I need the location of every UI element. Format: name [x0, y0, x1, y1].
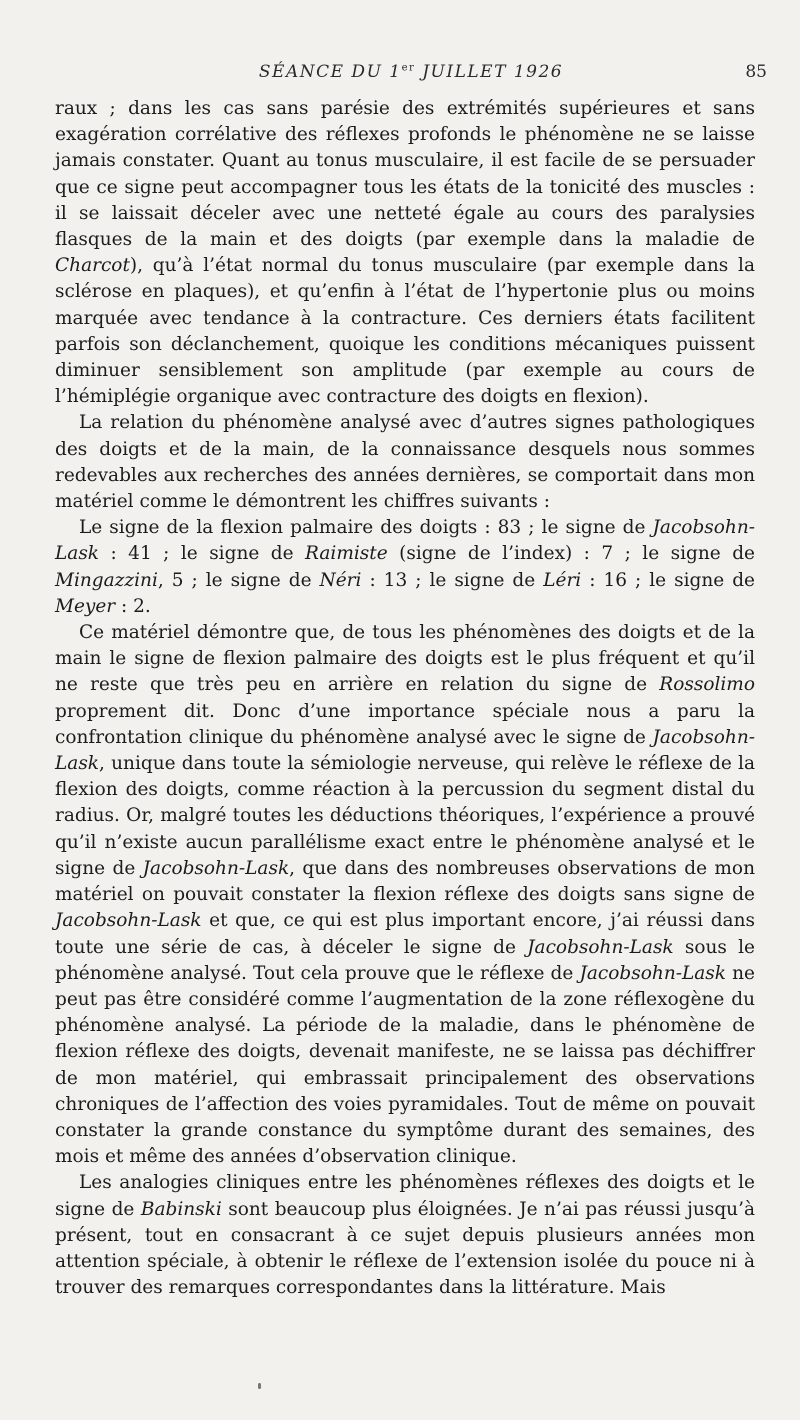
italic-name: Babinski — [140, 1198, 222, 1220]
running-title — [55, 62, 767, 82]
italic-name: Néri — [319, 569, 362, 591]
text-segment: : 16 ; le signe de — [581, 569, 756, 591]
running-title-prefix: SÉANCE DU 1 — [258, 62, 402, 82]
italic-name: Léri — [543, 569, 582, 591]
text-segment: sont beaucoup plus éloignées. Je n’ai pas réussi jusqu’à présent, tout en consacrant à ce sujet depuis plusieurs années mon attention spéciale, à obtenir le réflexe de l’extension isolée du pouce ni à trouver des remarques correspondantes dans la littérature. Mais — [55, 1198, 755, 1299]
italic-name: Jacobsohn-Lask — [55, 517, 755, 565]
text-segment: Les analogies cliniques entre les phénomènes réflexes des doigts et le signe de — [55, 1172, 755, 1220]
paragraph — [55, 1170, 755, 1301]
running-title-superscript: er — [401, 62, 416, 74]
italic-name: Raimiste — [305, 543, 388, 565]
page-header — [55, 62, 767, 86]
text-segment: La relation du phénomène analysé avec d’autres signes pathologiques des doigts et de la main, de la connaissance desquels nous sommes redevables aux recherches des années dernières, se comportait dans mon matériel comme le démontrent les chiffres suivants : — [55, 412, 755, 513]
text-segment: proprement dit. Donc d’une importance spéciale nous a paru la confrontation clinique du phénomène analysé avec le signe de — [55, 700, 755, 748]
paragraph — [55, 96, 755, 410]
text-segment: Ce matériel démontre que, de tous les phénomènes des doigts et de la main le signe de flexion palmaire des doigts est le plus fréquent et qu’il ne reste que très peu en arrière en relation du signe de — [55, 622, 755, 696]
italic-name: Rossolimo — [659, 674, 755, 696]
paragraph — [55, 410, 755, 515]
text-segment: ), qu’à l’état normal du tonus musculaire (par exemple dans la sclérose en plaques), et qu’enfin à l’état de l’hypertonie plus ou moins marquée avec tendance à la contracture. Ces derniers états facilitent parfois son déclanchement, quoique les conditions mécaniques puissent diminuer sensiblement son amplitude (par exemple au cours de l’hémiplégie organique avec contracture des doigts en flexion). — [55, 255, 755, 408]
italic-name: Jacobsohn-Lask — [55, 910, 202, 932]
italic-name: Mingazzini — [55, 569, 158, 591]
text-segment: et que, ce qui est plus important encore, j’ai réussi dans toute une série de cas, à déceler le signe de — [55, 910, 755, 958]
print-speck — [258, 1383, 261, 1389]
text-segment: raux ; dans les cas sans parésie des extrémités supérieures et sans exagération corrélative des réflexes profonds le phénomène ne se laisse jamais constater. Quant au tonus musculaire, il est facile de se persuader que ce signe peut accompagner tous les états de la tonicité des muscles : il se laissait déceler avec une netteté égale au cours des paralysies flasques de la main et des doigts (par exemple dans la maladie de — [55, 98, 755, 251]
text-segment: sous le phénomène analysé. Tout cela prouve que le réflexe de — [55, 936, 755, 984]
text-segment: Le signe de la flexion palmaire des doigts : 83 ; le signe de — [79, 517, 653, 539]
italic-name: Charcot — [55, 255, 130, 277]
paragraph — [55, 620, 755, 1170]
text-segment: , unique dans toute la sémiologie nerveuse, qui relève le réflexe de la flexion des doigts, comme réaction à la percussion du segment distal du radius. Or, malgré toutes les déductions théoriques, l’expérience a prouvé qu’il n’existe aucun parallélisme exact entre le phénomène analysé et le signe de — [55, 753, 755, 879]
italic-name: Meyer — [55, 595, 116, 617]
italic-name: Jacobsohn-Lask — [527, 936, 674, 958]
text-segment: ne peut pas être considéré comme l’augmentation de la zone réflexogène du phénomène analysé. La période de la maladie, dans le phénomène de flexion réflexe des doigts, devenait manifeste, ne se laissa pas déchiffrer de mon matériel, qui embrassait principalement des observations chroniques de l’affection des voies pyramidales. Tout de même on pouvait constater la grande constance du symptôme durant des semaines, des mois et même des années d’observation clinique. — [55, 962, 755, 1168]
text-segment: (signe de l’index) : 7 ; le signe de — [387, 543, 755, 565]
paragraph — [55, 515, 755, 620]
text-segment: , 5 ; le signe de — [157, 569, 320, 591]
running-title-suffix: JUILLET 1926 — [415, 62, 564, 82]
text-segment: : 2. — [115, 595, 151, 617]
text-segment: , que dans des nombreuses observations de mon matériel on pouvait constater la flexion réflexe des doigts sans signe de — [55, 857, 755, 906]
page-number: 85 — [745, 62, 767, 82]
italic-name: Jacobsohn-Lask — [579, 962, 727, 984]
text-segment: : 13 ; le signe de — [361, 569, 544, 591]
text-segment: : 41 ; le signe de — [99, 543, 306, 565]
italic-name: Jacobsohn-Lask — [142, 857, 290, 879]
body-text — [55, 96, 755, 1301]
italic-name: Jacobsohn-Lask — [55, 726, 755, 775]
